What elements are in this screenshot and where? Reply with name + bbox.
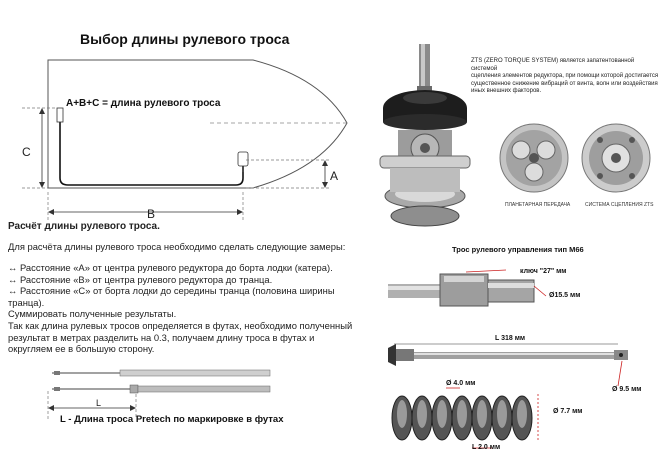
m66-d95-label: Ø 9.5 мм [612, 386, 642, 393]
zts-caption: СИСТЕМА СЦЕПЛЕНИЯ ZTS [585, 202, 654, 208]
gear-images [496, 120, 656, 200]
calc-item: ↔ Расстояние «А» от центра рулевого редуктора до борта лодки (катера). [8, 262, 333, 273]
calc-item: транца). [8, 296, 45, 308]
calc-intro: Для расчёта длины рулевого троса необходимо сделать следующие замеры: [8, 241, 346, 252]
m66-d40-label: Ø 4.0 мм [446, 380, 476, 387]
cable-dim-label: L [96, 398, 102, 408]
pretech-caption: L - Длина троса Pretech по маркировке в футах [60, 414, 284, 425]
m66-length-label: L 318 мм [495, 335, 526, 342]
planetary-caption: ПЛАНЕТАРНАЯ ПЕРЕДАЧА [505, 202, 571, 208]
zts-line: сцепления элементов редуктора, при помощи которой достигается [471, 73, 659, 79]
calc-item: Суммировать полученные результаты. [8, 308, 177, 319]
m66-drawing [388, 256, 667, 461]
diagram-title: Выбор длины рулевого троса [80, 31, 290, 47]
calc-list [8, 262, 373, 320]
helm-image [378, 36, 472, 236]
dim-c-label: C [22, 145, 31, 159]
calc-note-line: округляем ее в большую сторону. [8, 343, 155, 354]
boat-diagram [0, 50, 360, 225]
dim-a-label: A [330, 169, 339, 183]
zts-description [471, 58, 661, 96]
calc-note-line: Так как длина рулевых тросов определяется в футах, необходимо полученный [8, 320, 353, 331]
m66-d155-label: Ø15.5 мм [549, 292, 581, 299]
m66-d77-label: Ø 7.7 мм [553, 408, 583, 415]
zts-line: ZTS (ZERO TORQUE SYSTEM) является запатентованной системой [471, 58, 635, 72]
m66-l20-label: L 2.0 мм [472, 444, 501, 451]
dim-b-label: B [147, 207, 156, 221]
m66-title: Трос рулевого управления тип М66 [452, 245, 584, 254]
zts-line: существенное снижение вибраций от винта, волн или воздействия [471, 80, 658, 87]
zts-line: иных внешних факторов. [471, 88, 542, 94]
calc-heading: Расчёт длины рулевого троса. [8, 221, 160, 232]
calc-note-line: результат в метрах разделить на 0.3, получаем длину троса в футах и [8, 331, 315, 343]
calc-item: ↔ Расстояние «С» от борта лодки до середины транца (половина ширины [8, 285, 335, 296]
m66-key-label: ключ "27" мм [520, 268, 567, 275]
calc-note [8, 320, 373, 355]
calc-item: ↔ Расстояние «В» от центра рулевого редуктора до транца. [8, 273, 273, 285]
formula-text: A+B+C = длина рулевого троса [66, 98, 221, 109]
